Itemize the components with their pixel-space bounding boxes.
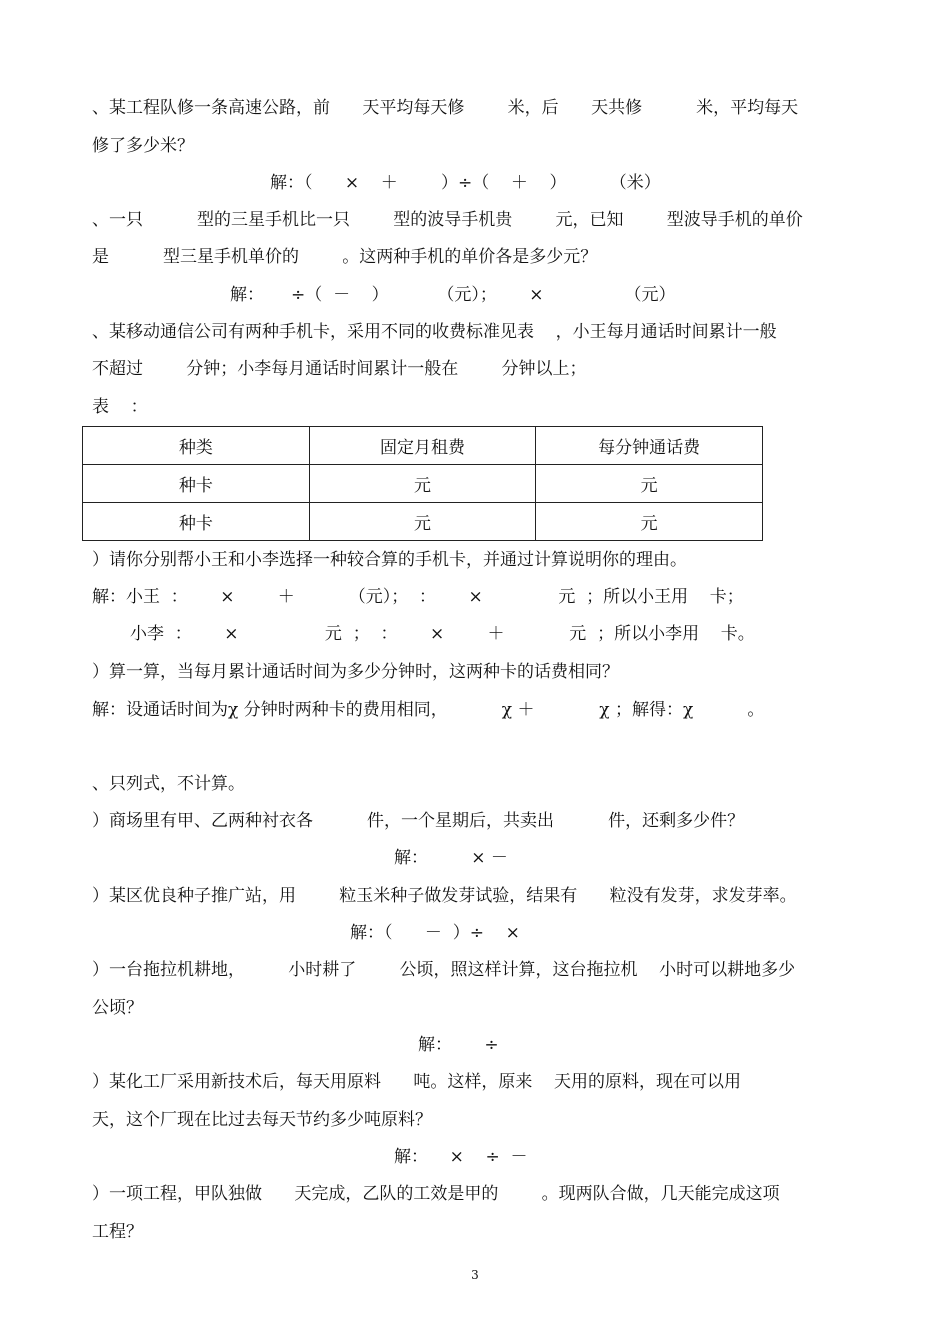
problem-3-solution-wang: 解：小王 ： × ＋ （元）； ： × 元 ；所以小王用 卡； <box>92 587 744 607</box>
q4-text-2: 天，这个厂现在比过去每天节约多少吨原料？ <box>92 1110 432 1130</box>
q4-solution: 解： × ÷ － <box>394 1147 528 1167</box>
table-cell: 元 <box>309 465 536 503</box>
page-number: 3 <box>471 1268 479 1282</box>
q3-text-1: ）一台拖拉机耕地， 小时耕了 公顷，照这样计算，这台拖拉机 小时可以耕地多少 <box>92 960 796 980</box>
problem-3-line-1: 、某移动通信公司有两种手机卡，采用不同的收费标准见表 ，小王每月通话时间累计一般 <box>92 322 777 342</box>
table-header-cell: 种类 <box>83 427 310 465</box>
q2-text: ）某区优良种子推广站，用 粒玉米种子做发芽试验，结果有 粒没有发芽，求发芽率。 <box>92 886 797 906</box>
problem-3-question-1: ）请你分别帮小王和小李选择一种较合算的手机卡，并通过计算说明你的理由。 <box>92 550 687 570</box>
problem-2-line-2: 是 型三星手机单价的 。这两种手机的单价各是多少元？ <box>92 247 598 267</box>
problem-1-line-2: 修了多少米？ <box>92 136 194 156</box>
problem-2-line-1: 、一只 型的三星手机比一只 型的波导手机贵 元，已知 型波导手机的单价 <box>92 210 803 230</box>
section-heading: 、只列式，不计算。 <box>92 774 245 794</box>
q1-solution: 解： × － <box>394 848 508 868</box>
table-row <box>83 503 763 541</box>
q3-text-2: 公顷？ <box>92 998 143 1018</box>
problem-3-solution-li: 小李 ： × 元 ； ： × ＋ 元 ；所以小李用 卡。 <box>130 624 755 644</box>
table-header-cell: 每分钟通话费 <box>536 427 763 465</box>
table-header-cell: 固定月租费 <box>309 427 536 465</box>
table-cell: 种卡 <box>83 465 310 503</box>
table-header-row <box>83 427 763 465</box>
problem-1-line-1: 、某工程队修一条高速公路，前 天平均每天修 米，后 天共修 米，平均每天 <box>92 98 799 118</box>
problem-2-solution: 解： ÷（ － ） （元）； × （元） <box>230 285 676 305</box>
table-cell: 元 <box>536 503 763 541</box>
q5-text-1: ）一项工程，甲队独做 天完成，乙队的工效是甲的 。现两队合做，几天能完成这项 <box>92 1184 780 1204</box>
problem-3-question-2: ）算一算，当每月累计通话时间为多少分钟时，这两种卡的话费相同？ <box>92 662 619 682</box>
q5-text-2: 工程？ <box>92 1222 143 1242</box>
table-caption: 表 ： <box>92 397 148 417</box>
q3-solution: 解： ÷ <box>418 1035 499 1055</box>
problem-3-solution-2: 解：设通话时间为χ 分钟时两种卡的费用相同， χ ＋ χ ；解得：χ 。 <box>92 700 765 720</box>
problem-1-solution: 解：（ × ＋ ）÷（ ＋ ） （米） <box>270 173 661 193</box>
table-cell: 元 <box>536 465 763 503</box>
q4-text-1: ）某化工厂采用新技术后，每天用原料 吨。这样，原来 天用的原料，现在可以用 <box>92 1072 742 1092</box>
table-cell: 种卡 <box>83 503 310 541</box>
problem-3-line-2: 不超过 分钟；小李每月通话时间累计一般在 分钟以上； <box>92 359 587 379</box>
q2-solution: 解：（ － ）÷ × <box>350 923 520 943</box>
table-cell: 元 <box>309 503 536 541</box>
q1-text: ）商场里有甲、乙两种衬衣各 件，一个星期后，共卖出 件，还剩多少件？ <box>92 811 745 831</box>
table-row <box>83 465 763 503</box>
fee-table <box>82 426 763 541</box>
